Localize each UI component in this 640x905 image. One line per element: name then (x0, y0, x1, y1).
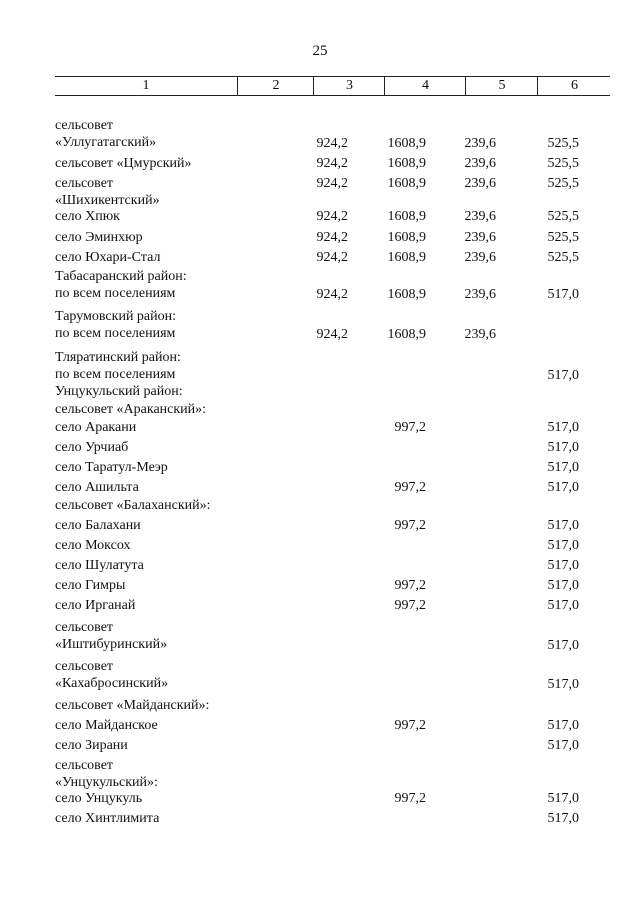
cell-col-3: 924,2 (316, 327, 348, 342)
cell-col-6: 517,0 (547, 368, 579, 383)
row-label (55, 349, 181, 383)
row-label-line: сельсовет (55, 620, 114, 635)
cell-col-6: 525,5 (547, 156, 579, 171)
table-header (55, 76, 610, 96)
cell-col-4: 1608,9 (387, 176, 426, 191)
cell-col-6: 517,0 (547, 677, 579, 692)
header-col-5: 5 (465, 77, 538, 95)
table-row (55, 697, 610, 715)
table-row (55, 537, 610, 555)
cell-col-4: 997,2 (394, 598, 426, 613)
row-label-line: сельсовет «Балаханский»: (55, 498, 211, 513)
row-label (55, 717, 158, 734)
row-label-line: «Унцукульский»: (55, 775, 158, 790)
row-label-line: село Урчиаб (55, 440, 129, 455)
table-row (55, 155, 610, 173)
table-row (55, 658, 610, 694)
header-col-1: 1 (142, 78, 150, 93)
row-label (55, 175, 160, 209)
cell-col-6: 517,0 (547, 791, 579, 806)
row-label-line: сельсовет «Майданский»: (55, 698, 210, 713)
row-label (55, 419, 136, 436)
row-label-line: село Зирани (55, 738, 128, 753)
table-row (55, 308, 610, 344)
cell-col-6: 517,0 (547, 598, 579, 613)
cell-col-5: 239,6 (464, 287, 496, 302)
row-label (55, 401, 206, 418)
row-label-line: село Шулатута (55, 558, 144, 573)
row-label-line: село Юхари-Стал (55, 250, 161, 265)
table-row (55, 619, 610, 655)
cell-col-4: 1608,9 (387, 230, 426, 245)
cell-col-4: 1608,9 (387, 327, 426, 342)
cell-col-6: 517,0 (547, 811, 579, 826)
row-label-line: Табасаранский район: (55, 269, 187, 284)
table-row (55, 459, 610, 477)
cell-col-6: 525,5 (547, 176, 579, 191)
table-row (55, 208, 610, 226)
cell-col-5: 239,6 (464, 250, 496, 265)
table-row (55, 717, 610, 735)
cell-col-4: 997,2 (394, 718, 426, 733)
row-label-line: село Хпюк (55, 209, 120, 224)
header-col-4: 4 (384, 77, 466, 95)
row-label (55, 479, 139, 496)
row-label (55, 557, 144, 574)
row-label (55, 757, 158, 791)
cell-col-6: 517,0 (547, 518, 579, 533)
cell-col-4: 1608,9 (387, 250, 426, 265)
row-label-line: сельсовет (55, 758, 114, 773)
row-label-line: «Уллугатагский» (55, 135, 157, 150)
header-col-6: 6 (537, 77, 611, 95)
row-label-line: Унцукульский район: (55, 384, 183, 399)
cell-col-6: 525,5 (547, 136, 579, 151)
cell-col-6: 517,0 (547, 460, 579, 475)
row-label-line: сельсовет (55, 659, 114, 674)
cell-col-3: 924,2 (316, 176, 348, 191)
table-row (55, 419, 610, 437)
row-label (55, 619, 167, 653)
table-row (55, 439, 610, 457)
row-label-line: по всем поселениям (55, 326, 176, 341)
header-col-3: 3 (313, 77, 385, 95)
row-label (55, 308, 176, 342)
table-row (55, 737, 610, 755)
row-label (55, 229, 143, 246)
table-row (55, 810, 610, 828)
row-label-line: село Моксох (55, 538, 131, 553)
row-label (55, 208, 120, 225)
row-label-line: «Иштибуринский» (55, 637, 168, 652)
row-label-line: село Ирганай (55, 598, 136, 613)
row-label-line: село Хинтлимита (55, 811, 160, 826)
cell-col-6: 517,0 (547, 420, 579, 435)
row-label-line: село Ашильта (55, 480, 139, 495)
table-row (55, 268, 610, 304)
table-row (55, 401, 610, 419)
row-label-line: «Кахабросинский» (55, 676, 169, 691)
row-label (55, 577, 125, 594)
row-label (55, 697, 209, 714)
row-label-line: село Эминхюр (55, 230, 143, 245)
cell-col-6: 525,5 (547, 250, 579, 265)
table-row (55, 577, 610, 595)
row-label-line: село Аракани (55, 420, 137, 435)
row-label (55, 517, 141, 534)
cell-col-6: 517,0 (547, 638, 579, 653)
cell-col-4: 997,2 (394, 791, 426, 806)
cell-col-3: 924,2 (316, 230, 348, 245)
row-label (55, 658, 168, 692)
cell-col-4: 997,2 (394, 480, 426, 495)
row-label-line: сельсовет «Цмурский» (55, 156, 192, 171)
table-row (55, 497, 610, 515)
table-row (55, 479, 610, 497)
table-row (55, 383, 610, 401)
row-label-line: село Майданское (55, 718, 158, 733)
row-label (55, 459, 168, 476)
cell-col-6: 525,5 (547, 230, 579, 245)
cell-col-4: 1608,9 (387, 136, 426, 151)
row-label (55, 597, 135, 614)
cell-col-5: 239,6 (464, 176, 496, 191)
row-label (55, 383, 183, 400)
table-row (55, 757, 610, 793)
table-row (55, 349, 610, 385)
cell-col-5: 239,6 (464, 209, 496, 224)
table-row (55, 597, 610, 615)
row-label-line: «Шихикентский» (55, 193, 160, 208)
row-label (55, 537, 131, 554)
cell-col-4: 997,2 (394, 518, 426, 533)
header-col-2: 2 (237, 77, 314, 95)
table-row (55, 229, 610, 247)
cell-col-5: 239,6 (464, 136, 496, 151)
cell-col-6: 517,0 (547, 578, 579, 593)
row-label-line: село Балахани (55, 518, 141, 533)
row-label-line: село Таратул-Меэр (55, 460, 168, 475)
row-label-line: село Унцукуль (55, 791, 143, 806)
row-label (55, 117, 156, 151)
row-label-line: по всем поселениям (55, 367, 176, 382)
cell-col-4: 1608,9 (387, 209, 426, 224)
row-label-line: Тарумовский район: (55, 309, 177, 324)
cell-col-5: 239,6 (464, 327, 496, 342)
table-row (55, 249, 610, 267)
cell-col-4: 997,2 (394, 420, 426, 435)
cell-col-4: 1608,9 (387, 287, 426, 302)
table-row (55, 175, 610, 211)
cell-col-3: 924,2 (316, 156, 348, 171)
cell-col-3: 924,2 (316, 287, 348, 302)
cell-col-6: 525,5 (547, 209, 579, 224)
cell-col-3: 924,2 (316, 136, 348, 151)
table-row (55, 117, 610, 153)
table-row (55, 557, 610, 575)
row-label-line: Тляратинский район: (55, 350, 181, 365)
row-label-line: сельсовет (55, 118, 114, 133)
cell-col-5: 239,6 (464, 230, 496, 245)
cell-col-6: 517,0 (547, 718, 579, 733)
row-label-line: село Гимры (55, 578, 126, 593)
row-label-line: сельсовет (55, 176, 114, 191)
cell-col-4: 997,2 (394, 578, 426, 593)
cell-col-4: 1608,9 (387, 156, 426, 171)
row-label (55, 249, 160, 266)
cell-col-6: 517,0 (547, 738, 579, 753)
row-label (55, 439, 128, 456)
cell-col-6: 517,0 (547, 287, 579, 302)
cell-col-6: 517,0 (547, 440, 579, 455)
row-label-line: по всем поселениям (55, 286, 176, 301)
cell-col-5: 239,6 (464, 156, 496, 171)
cell-col-6: 517,0 (547, 538, 579, 553)
cell-col-6: 517,0 (547, 480, 579, 495)
row-label (55, 497, 211, 514)
cell-col-3: 924,2 (316, 250, 348, 265)
cell-col-6: 517,0 (547, 558, 579, 573)
table-row (55, 790, 610, 808)
row-label (55, 790, 142, 807)
page-number: 25 (312, 43, 328, 59)
row-label (55, 810, 159, 827)
row-label (55, 268, 187, 302)
cell-col-3: 924,2 (316, 209, 348, 224)
row-label (55, 737, 128, 754)
row-label-line: сельсовет «Араканский»: (55, 402, 207, 417)
row-label (55, 155, 192, 172)
table-row (55, 517, 610, 535)
